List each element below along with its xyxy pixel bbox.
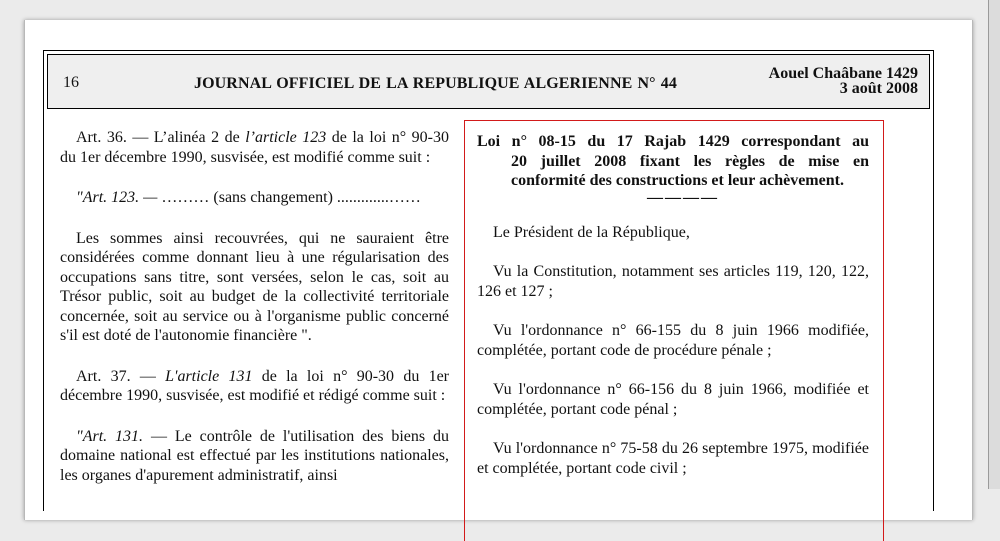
issue-date-gregorian: 3 août 2008: [839, 80, 918, 97]
paragraph-sommes: Les sommes ainsi recouvrées, qui ne sauraient être considérées comme donnant lieu à une régularisation des occupations sans titre, sont versées, selon le cas, soit au Trésor public, soit au budget de la collectivité territoriale concernée, soit au service ou à l'organisme public concerné s'il est doté de l'autonomie financière ".: [60, 229, 449, 344]
viewer-scrollbar[interactable]: [988, 0, 1000, 489]
law-title: Loi n° 08-15 du 17 Rajab 1429 correspondant au 20 juillet 2008 fixant les règles de mise en conformité des constructions et leur achèvement.: [477, 133, 869, 189]
title-separator: ————: [647, 188, 719, 206]
right-column: [477, 132, 869, 478]
vu-ordonnance-66-155: Vu l'ordonnance n° 66-155 du 8 juin 1966 modifiée, complétée, portant code de procédure pénale ;: [477, 322, 869, 359]
page-number: 16: [63, 74, 79, 91]
vu-ordonnance-66-156: Vu l'ordonnance n° 66-156 du 8 juin 1966, modifiée et complétée, portant code pénal ;: [477, 381, 869, 418]
highlighted-law-box: [464, 120, 884, 541]
article-36: Art. 36. — L’alinéa 2 de l’article 123 de la loi n° 90-30 du 1er décembre 1990, susvisée, est modifié comme suit :: [60, 129, 449, 166]
left-column: [60, 128, 449, 485]
page-frame: [43, 50, 934, 511]
president-line: Le Président de la République,: [493, 223, 690, 241]
journal-title: JOURNAL OFFICIEL DE LA REPUBLIQUE ALGERIENNE N° 44: [194, 75, 677, 92]
vu-ordonnance-75-58: Vu l'ordonnance n° 75-58 du 26 septembre 1975, modifiée et complétée, portant code civil ;: [477, 440, 869, 477]
article-123-quote: "Art. 123. — ……… (sans changement) .............……: [76, 189, 421, 206]
article-131-quote: "Art. 131. — Le contrôle de l'utilisation des biens du domaine national est effectué par les institutions nationales, les organes d'apurement administratif, ainsi: [60, 427, 450, 484]
page-header: [47, 54, 930, 109]
issue-date-hijri: Aouel Chaâbane 1429: [768, 65, 918, 82]
article-37: Art. 37. — L'article 131 de la loi n° 90-30 du 1er décembre 1990, susvisée, est modifié et rédigé comme suit :: [60, 367, 450, 404]
issue-date: [769, 66, 918, 96]
vu-constitution: Vu la Constitution, notamment ses articles 119, 120, 122, 126 et 127 ;: [477, 263, 869, 300]
document-page: [24, 20, 973, 520]
